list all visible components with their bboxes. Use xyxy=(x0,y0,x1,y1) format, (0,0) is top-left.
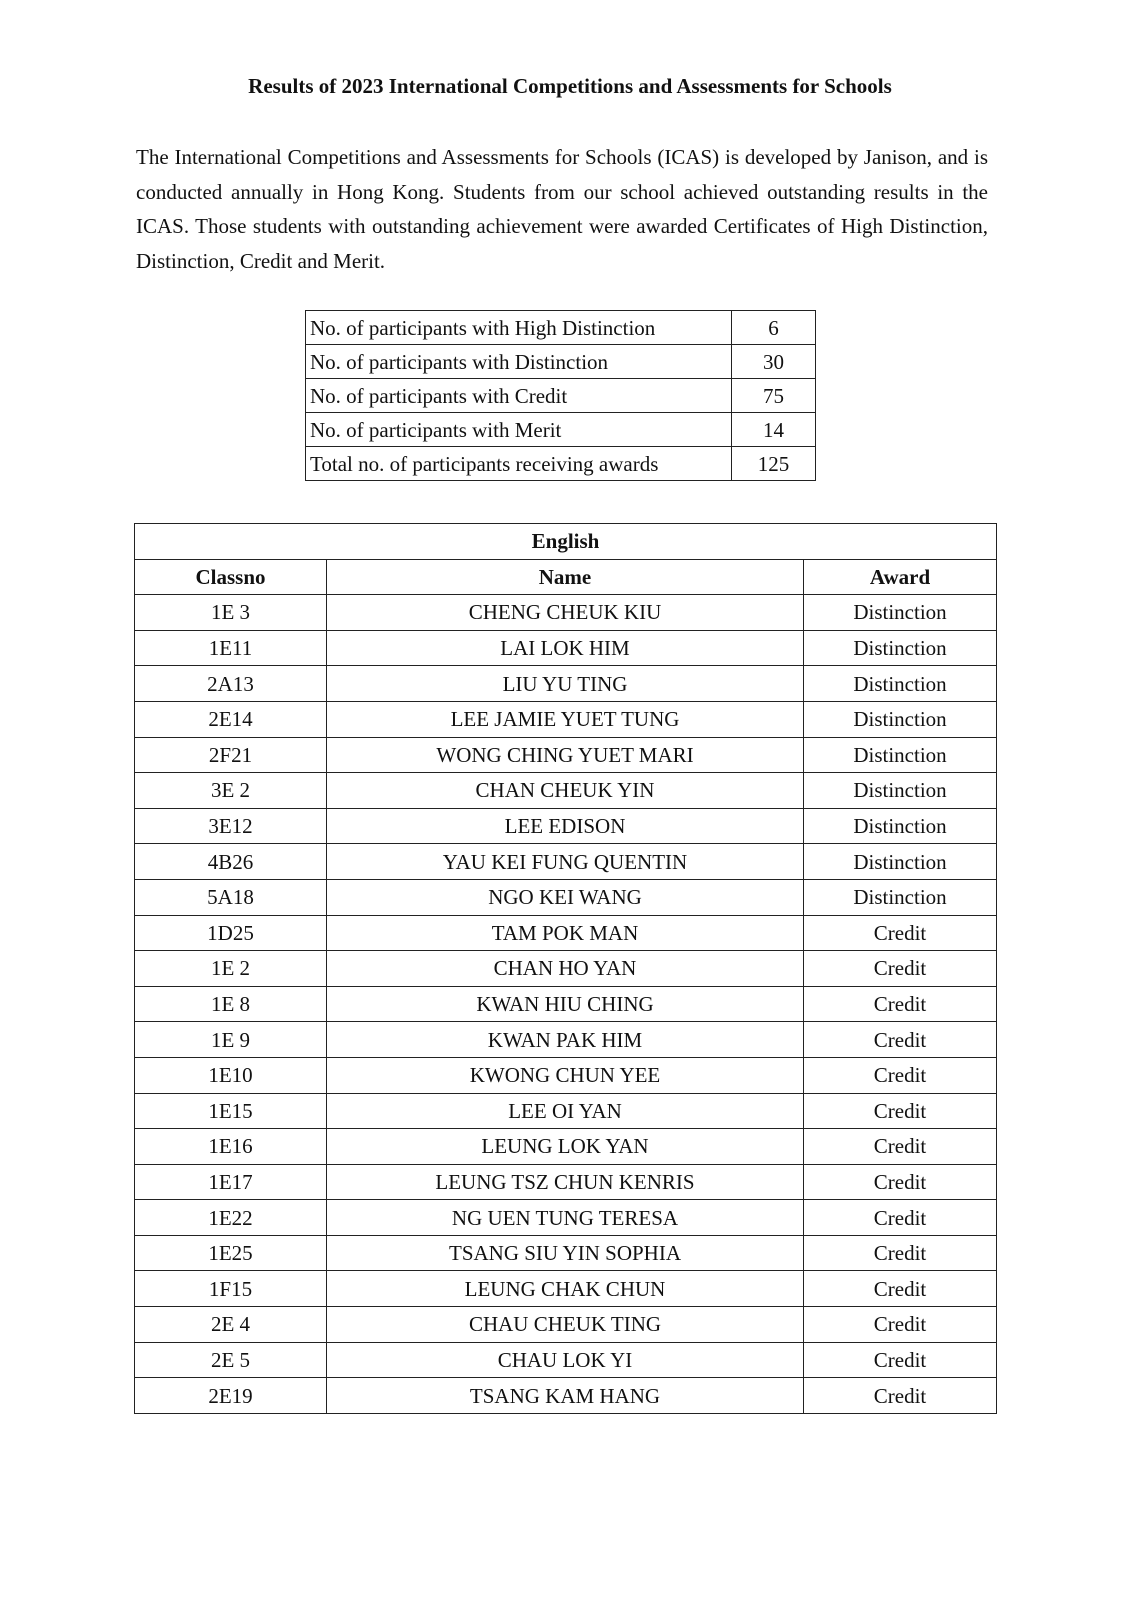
table-row xyxy=(135,1378,997,1414)
award-cell: Credit xyxy=(804,1378,997,1414)
award-cell: Distinction xyxy=(804,595,997,631)
classno-cell: 1E25 xyxy=(135,1235,327,1271)
intro-paragraph: The International Competitions and Assessments for Schools (ICAS) is developed by Janison, and is conducted annually in Hong Kong. Students from our school achieved outstanding results in the ICAS. Those students with outstanding achievement were awarded Certificates of High Distinction, Distinction, Credit and Merit. xyxy=(136,145,988,273)
name-cell: LEUNG TSZ CHUN KENRIS xyxy=(327,1164,804,1200)
table-row xyxy=(135,844,997,880)
classno-cell: 1E10 xyxy=(135,1057,327,1093)
award-cell: Credit xyxy=(804,1200,997,1236)
award-cell: Distinction xyxy=(804,630,997,666)
summary-label: Total no. of participants receiving awards xyxy=(306,447,732,481)
award-cell: Credit xyxy=(804,951,997,987)
table-row xyxy=(135,951,997,987)
classno-cell: 1E 8 xyxy=(135,986,327,1022)
award-cell: Distinction xyxy=(804,879,997,915)
award-cell: Credit xyxy=(804,1235,997,1271)
award-cell: Credit xyxy=(804,1307,997,1343)
table-row xyxy=(135,1307,997,1343)
classno-cell: 1E16 xyxy=(135,1129,327,1165)
table-row xyxy=(135,1271,997,1307)
summary-row xyxy=(306,345,816,379)
award-cell: Distinction xyxy=(804,666,997,702)
summary-label: No. of participants with Distinction xyxy=(306,345,732,379)
table-row xyxy=(135,1200,997,1236)
award-cell: Credit xyxy=(804,1057,997,1093)
results-table xyxy=(134,523,997,1414)
table-row xyxy=(135,1235,997,1271)
table-row xyxy=(135,1093,997,1129)
name-cell: CHAN HO YAN xyxy=(327,951,804,987)
name-cell: TSANG KAM HANG xyxy=(327,1378,804,1414)
summary-label: No. of participants with Merit xyxy=(306,413,732,447)
name-cell: KWONG CHUN YEE xyxy=(327,1057,804,1093)
summary-count: 6 xyxy=(732,311,816,345)
table-row xyxy=(135,773,997,809)
name-cell: LEE JAMIE YUET TUNG xyxy=(327,701,804,737)
column-header-row xyxy=(135,559,997,595)
table-row xyxy=(135,701,997,737)
results-table-head xyxy=(135,524,997,595)
table-row xyxy=(135,1164,997,1200)
summary-row xyxy=(306,311,816,345)
summary-table xyxy=(305,310,816,481)
results-table-body xyxy=(135,595,997,1414)
summary-label: No. of participants with Credit xyxy=(306,379,732,413)
summary-row xyxy=(306,379,816,413)
award-cell: Distinction xyxy=(804,773,997,809)
classno-cell: 1D25 xyxy=(135,915,327,951)
name-cell: KWAN HIU CHING xyxy=(327,986,804,1022)
classno-cell: 1E17 xyxy=(135,1164,327,1200)
classno-cell: 2E 4 xyxy=(135,1307,327,1343)
classno-cell: 5A18 xyxy=(135,879,327,915)
table-row xyxy=(135,737,997,773)
award-cell: Credit xyxy=(804,986,997,1022)
name-cell: LEE EDISON xyxy=(327,808,804,844)
award-cell: Credit xyxy=(804,1342,997,1378)
summary-count: 75 xyxy=(732,379,816,413)
table-row xyxy=(135,666,997,702)
summary-row xyxy=(306,447,816,481)
classno-cell: 1E11 xyxy=(135,630,327,666)
subject-header: English xyxy=(135,524,997,560)
classno-cell: 1F15 xyxy=(135,1271,327,1307)
name-cell: LIU YU TING xyxy=(327,666,804,702)
table-row xyxy=(135,630,997,666)
award-cell: Distinction xyxy=(804,844,997,880)
name-cell: KWAN PAK HIM xyxy=(327,1022,804,1058)
name-cell: LEUNG LOK YAN xyxy=(327,1129,804,1165)
name-cell: YAU KEI FUNG QUENTIN xyxy=(327,844,804,880)
table-row xyxy=(135,986,997,1022)
table-row xyxy=(135,1022,997,1058)
award-cell: Credit xyxy=(804,1271,997,1307)
award-cell: Credit xyxy=(804,915,997,951)
name-cell: CHAU CHEUK TING xyxy=(327,1307,804,1343)
name-cell: CHAN CHEUK YIN xyxy=(327,773,804,809)
summary-count: 30 xyxy=(732,345,816,379)
classno-cell: 4B26 xyxy=(135,844,327,880)
classno-cell: 1E 3 xyxy=(135,595,327,631)
name-cell: LEE OI YAN xyxy=(327,1093,804,1129)
classno-cell: 1E15 xyxy=(135,1093,327,1129)
name-cell: CHAU LOK YI xyxy=(327,1342,804,1378)
name-column-header: Name xyxy=(327,559,804,595)
classno-cell: 1E 2 xyxy=(135,951,327,987)
summary-label: No. of participants with High Distinction xyxy=(306,311,732,345)
name-cell: WONG CHING YUET MARI xyxy=(327,737,804,773)
award-cell: Distinction xyxy=(804,701,997,737)
name-cell: NG UEN TUNG TERESA xyxy=(327,1200,804,1236)
name-cell: LAI LOK HIM xyxy=(327,630,804,666)
classno-cell: 2A13 xyxy=(135,666,327,702)
name-cell: TAM POK MAN xyxy=(327,915,804,951)
award-cell: Credit xyxy=(804,1022,997,1058)
table-row xyxy=(135,595,997,631)
table-row xyxy=(135,879,997,915)
page-title: Results of 2023 International Competitions and Assessments for Schools xyxy=(248,74,892,98)
summary-table-body xyxy=(306,311,816,481)
award-cell: Credit xyxy=(804,1093,997,1129)
classno-cell: 2E14 xyxy=(135,701,327,737)
table-row xyxy=(135,1129,997,1165)
classno-column-header: Classno xyxy=(135,559,327,595)
name-cell: NGO KEI WANG xyxy=(327,879,804,915)
classno-cell: 1E22 xyxy=(135,1200,327,1236)
classno-cell: 3E 2 xyxy=(135,773,327,809)
summary-count: 125 xyxy=(732,447,816,481)
summary-count: 14 xyxy=(732,413,816,447)
classno-cell: 3E12 xyxy=(135,808,327,844)
classno-cell: 2E 5 xyxy=(135,1342,327,1378)
name-cell: TSANG SIU YIN SOPHIA xyxy=(327,1235,804,1271)
subject-header-row xyxy=(135,524,997,560)
table-row xyxy=(135,808,997,844)
classno-cell: 1E 9 xyxy=(135,1022,327,1058)
award-cell: Distinction xyxy=(804,808,997,844)
award-column-header: Award xyxy=(804,559,997,595)
award-cell: Distinction xyxy=(804,737,997,773)
table-row xyxy=(135,915,997,951)
classno-cell: 2E19 xyxy=(135,1378,327,1414)
classno-cell: 2F21 xyxy=(135,737,327,773)
table-row xyxy=(135,1342,997,1378)
name-cell: CHENG CHEUK KIU xyxy=(327,595,804,631)
table-row xyxy=(135,1057,997,1093)
award-cell: Credit xyxy=(804,1129,997,1165)
summary-row xyxy=(306,413,816,447)
name-cell: LEUNG CHAK CHUN xyxy=(327,1271,804,1307)
award-cell: Credit xyxy=(804,1164,997,1200)
